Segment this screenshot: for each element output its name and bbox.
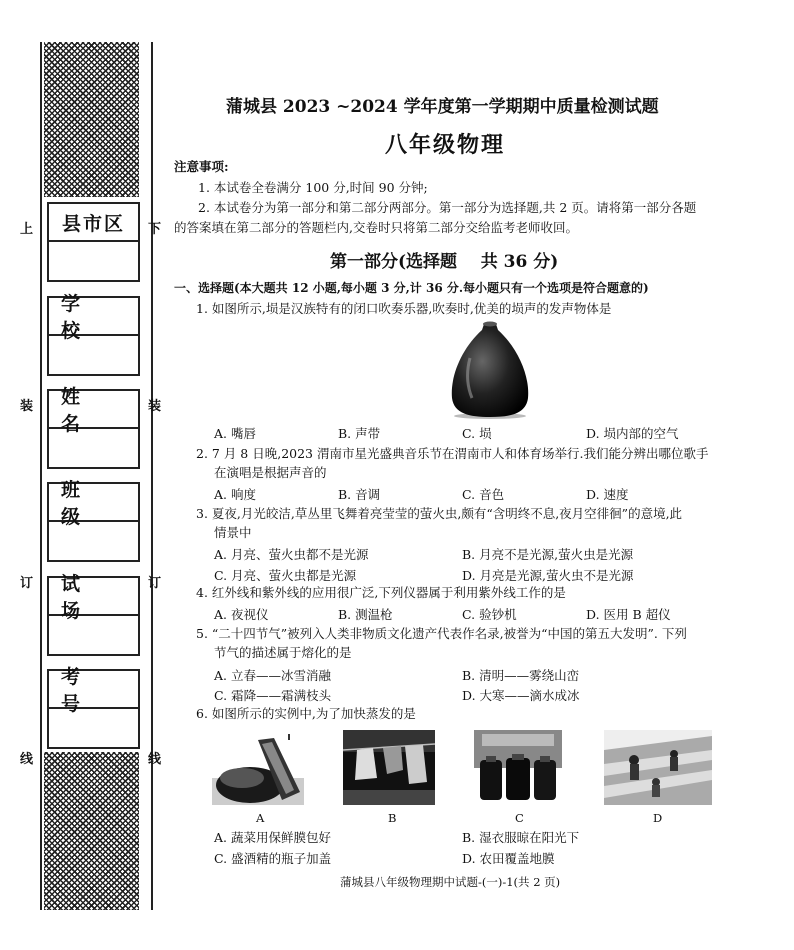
- mark-zhuang-right: 装: [148, 399, 162, 414]
- q2-stem-line1: 2. 7 月 8 日晚,2023 渭南市星光盛典音乐节在渭南市人和体育场举行.我们能分辨出哪位歌手: [196, 446, 709, 461]
- q5-option-c[interactable]: C. 霜降——霜满枝头: [214, 688, 332, 703]
- q6-stem: 6. 如图所示的实例中,为了加快蒸发的是: [196, 706, 416, 721]
- q4-option-c[interactable]: C. 验钞机: [462, 607, 517, 622]
- xun-instrument-image: [440, 318, 540, 420]
- pattern-top: [44, 42, 139, 197]
- exam-subject: 八年级物理: [385, 132, 506, 158]
- notice-heading: 注意事项:: [174, 159, 229, 174]
- q5-stem-line2: 节气的描述属于熔化的是: [214, 645, 352, 660]
- q3-option-d[interactable]: D. 月亮是光源,萤火虫不是光源: [462, 568, 634, 583]
- q1-option-a[interactable]: A. 嘴唇: [214, 426, 256, 441]
- q2-option-c[interactable]: C. 音色: [462, 487, 505, 502]
- q4-stem: 4. 红外线和紫外线的应用很广泛,下列仪器属于利用紫外线工作的是: [196, 585, 566, 600]
- field-exam-number[interactable]: [47, 666, 140, 749]
- section-heading: 一、选择题(本大题共 12 小题,每小题 3 分,计 36 分.每小题只有一个选项是符合题意的): [174, 281, 649, 295]
- notice-item-3: 的答案填在第二部分的答题栏内,交卷时只将第二部分交给监考老师收回。: [174, 220, 578, 235]
- field-school-label: 学 校: [49, 298, 138, 336]
- exam-title: 蒲城县 2023 ~2024 学年度第一学期期中质量检测试题: [226, 97, 659, 117]
- mark-ding-right: 订: [148, 576, 162, 591]
- q5-stem-line1: 5. “二十四节气”被列入人类非物质文化遗产代表作名录,被誉为“中国的第五大发明”. 下列: [196, 626, 687, 641]
- field-exam-number-label: 考 号: [49, 671, 138, 709]
- q6-option-c[interactable]: C. 盛酒精的瓶子加盖: [214, 851, 332, 866]
- q2-option-b[interactable]: B. 音调: [338, 487, 381, 502]
- q3-stem-line2: 情景中: [214, 525, 252, 540]
- q3-option-b[interactable]: B. 月亮不是光源,萤火虫是光源: [462, 547, 634, 562]
- q5-option-b[interactable]: B. 清明——雾绕山峦: [462, 668, 580, 683]
- q5-option-d[interactable]: D. 大寒——滴水成冰: [462, 688, 580, 703]
- mark-xia: 下: [148, 222, 162, 237]
- q5-option-a[interactable]: A. 立春——冰雪消融: [214, 668, 331, 683]
- field-county[interactable]: [47, 202, 140, 282]
- mark-shang: 上: [20, 222, 34, 237]
- q6-image-b: [343, 730, 435, 805]
- field-exam-room[interactable]: [47, 573, 140, 656]
- mark-zhuang-left: 装: [20, 399, 34, 414]
- field-county-blank[interactable]: [49, 242, 138, 280]
- field-class-label: 班 级: [49, 484, 138, 522]
- field-exam-room-label: 试 场: [49, 578, 138, 616]
- field-class[interactable]: [47, 479, 140, 562]
- q6-caption-b: B: [388, 811, 397, 825]
- q6-image-d: [604, 730, 712, 805]
- mark-xian-left: 线: [20, 752, 34, 767]
- q6-caption-c: C: [515, 811, 524, 825]
- q6-option-a[interactable]: A. 蔬菜用保鲜膜包好: [214, 830, 331, 845]
- binding-line-right: [151, 42, 153, 910]
- q6-option-b[interactable]: B. 湿衣服晾在阳光下: [462, 830, 580, 845]
- q6-caption-a: A: [256, 811, 265, 825]
- notice-item-1: 1. 本试卷全卷满分 100 分,时间 90 分钟;: [198, 180, 428, 195]
- q6-image-c: [474, 730, 562, 805]
- q3-option-c[interactable]: C. 月亮、萤火虫都是光源: [214, 568, 357, 583]
- q6-option-d[interactable]: D. 农田覆盖地膜: [462, 851, 555, 866]
- q4-option-a[interactable]: A. 夜视仪: [214, 607, 269, 622]
- mark-ding-left: 订: [20, 576, 34, 591]
- mark-xian-right: 线: [148, 752, 162, 767]
- q1-option-b[interactable]: B. 声带: [338, 426, 381, 441]
- part1-title: 第一部分(选择题 共 36 分): [330, 252, 559, 272]
- notice-item-2: 2. 本试卷分为第一部分和第二部分两部分。第一部分为选择题,共 2 页。请将第一部分各题: [198, 200, 697, 215]
- q4-option-b[interactable]: B. 测温枪: [338, 607, 393, 622]
- q6-image-a: [212, 730, 304, 805]
- binding-line-left: [40, 42, 42, 910]
- pattern-bottom: [44, 752, 139, 910]
- field-name[interactable]: [47, 386, 140, 469]
- q2-option-a[interactable]: A. 响度: [214, 487, 256, 502]
- page-footer: 蒲城县八年级物理期中试题-(一)-1(共 2 页): [340, 875, 561, 889]
- q2-stem-line2: 在演唱是根据声音的: [214, 465, 327, 480]
- q1-stem: 1. 如图所示,埙是汉族特有的闭口吹奏乐器,吹奏时,优美的埙声的发声物体是: [196, 301, 612, 316]
- q1-option-c[interactable]: C. 埙: [462, 426, 492, 441]
- q6-caption-d: D: [653, 811, 663, 825]
- q4-option-d[interactable]: D. 医用 B 超仪: [586, 607, 671, 622]
- field-school[interactable]: [47, 293, 140, 376]
- q3-option-a[interactable]: A. 月亮、萤火虫都不是光源: [214, 547, 369, 562]
- q2-option-d[interactable]: D. 速度: [586, 487, 629, 502]
- q3-stem-line1: 3. 夏夜,月光皎洁,草丛里飞舞着亮莹莹的萤火虫,颇有“含明终不息,夜月空徘徊”的意境,此: [196, 506, 683, 521]
- field-name-label: 姓 名: [49, 391, 138, 429]
- q1-option-d[interactable]: D. 埙内部的空气: [586, 426, 679, 441]
- field-county-label: 县市区: [49, 204, 138, 242]
